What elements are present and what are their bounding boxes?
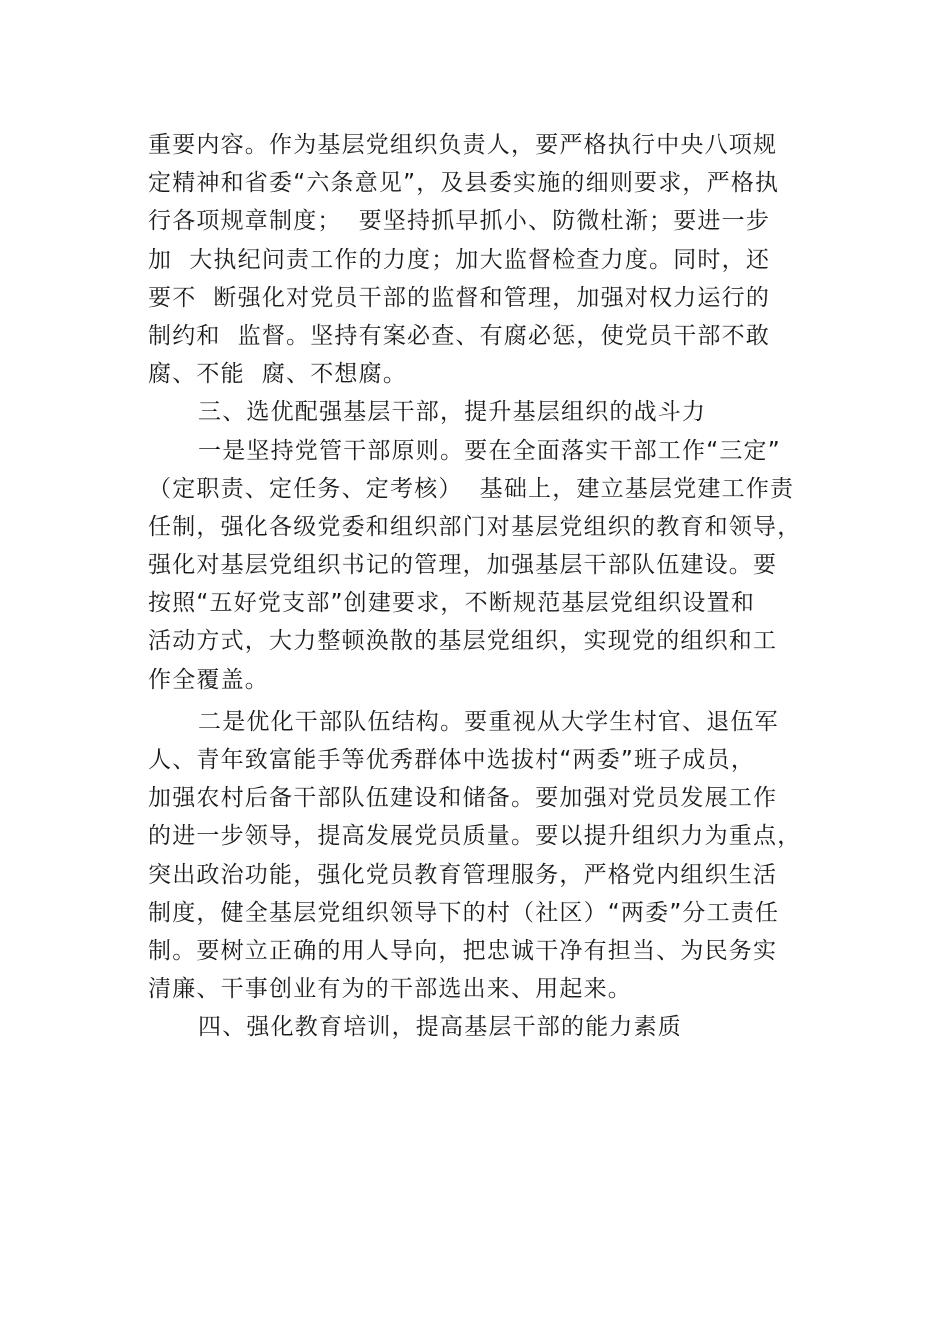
document-body <box>148 126 818 1047</box>
body-line: 按照“五好党支部”创建要求，不断规范基层党组织设置和 <box>148 590 756 617</box>
body-line: 行各项规章制度； 要坚持抓早抓小、防微杜渐；要进一步 <box>148 208 771 235</box>
body-line: 制度，健全基层党组织领导下的村（社区）“两委”分工责任 <box>148 899 780 926</box>
body-line: 清廉、干事创业有为的干部选出来、用起来。 <box>148 976 632 1003</box>
section-heading-4: 四、强化教育培训，提高基层干部的能力素质 <box>198 1014 682 1041</box>
body-line: 的进一步领导，提高发展党员质量。要以提升组织力为重点， <box>148 823 802 850</box>
body-line: 重要内容。作为基层党组织负责人，要严格执行中央八项规 <box>148 132 778 158</box>
body-line: 作全覆盖。 <box>148 666 269 693</box>
body-line: 强化对基层党组织书记的管理，加强基层干部队伍建设。要 <box>148 552 778 579</box>
body-line: 加强农村后备干部队伍建设和储备。要加强对党员发展工作 <box>148 785 778 812</box>
body-line: 人、青年致富能手等优秀群体中选拔村“两委”班子成员， <box>148 747 756 773</box>
body-line: 突出政治功能，强化党员教育管理服务，严格党内组织生活 <box>148 861 778 888</box>
body-line: 任制，强化各级党委和组织部门对基层党组织的教育和领导， <box>148 513 802 540</box>
body-line: 腐、不能 腐、不想腐。 <box>148 361 408 388</box>
body-line: 制约和 监督。坚持有案必查、有腐必惩，使党员干部不敢 <box>148 322 771 349</box>
paragraph-first-line: 二是优化干部队伍结构。要重视从大学生村官、退伍军 <box>198 708 779 735</box>
body-line: （定职责、定任务、定考核） 基础上，建立基层党建工作责 <box>148 475 795 502</box>
paragraph-first-line: 一是坚持党管干部原则。要在全面落实干部工作“三定” <box>198 437 781 464</box>
body-line: 要不 断强化对党员干部的监督和管理，加强对权力运行的 <box>148 284 771 311</box>
body-line: 加 大执纪问责工作的力度；加大监督检查力度。同时，还 <box>148 246 771 273</box>
section-heading-3: 三、选优配强基层干部，提升基层组织的战斗力 <box>198 399 707 426</box>
body-line: 活动方式，大力整顿涣散的基层党组织，实现党的组织和工 <box>148 628 778 655</box>
body-line: 制。要树立正确的用人导向，把忠诚干净有担当、为民务实 <box>148 937 778 964</box>
body-line: 定精神和省委“六条意见”，及县委实施的细则要求，严格执 <box>148 170 780 197</box>
